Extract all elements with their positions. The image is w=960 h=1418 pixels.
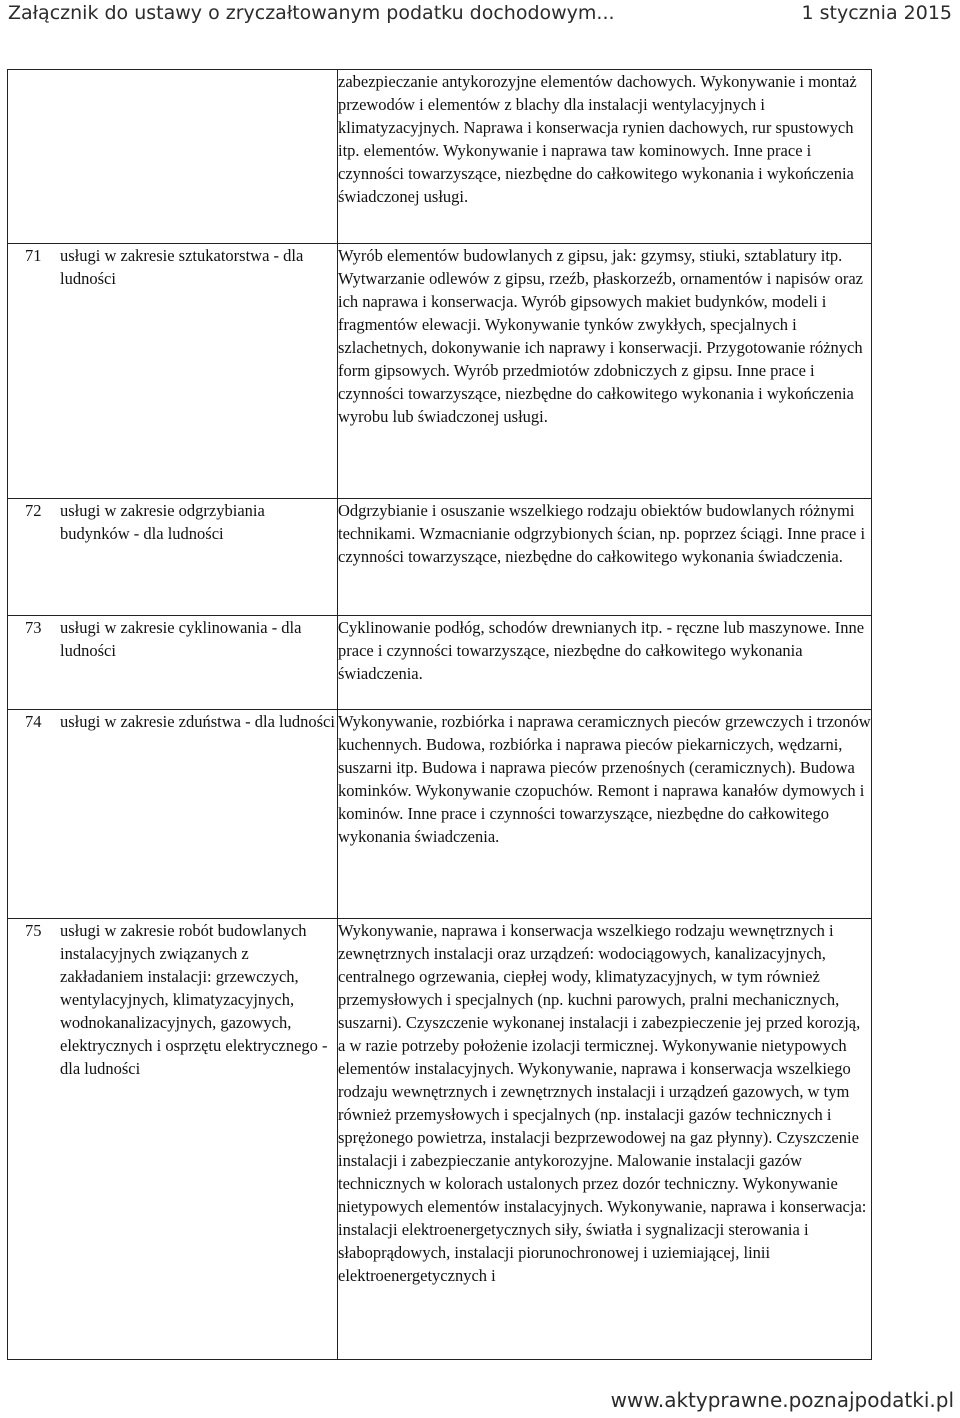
table-row bbox=[8, 499, 872, 616]
service-name: usługi w zakresie zduństwa - dla ludności bbox=[60, 712, 335, 731]
table-row bbox=[8, 70, 872, 244]
table-row bbox=[8, 244, 872, 499]
page-header bbox=[0, 0, 960, 30]
service-cell bbox=[8, 244, 338, 499]
service-cell bbox=[8, 616, 338, 710]
document-date: 1 stycznia 2015 bbox=[801, 2, 952, 24]
service-name: usługi w zakresie robót budowlanych instalacyjnych związanych z zakładaniem instalacji: grzewczych, wentylacyjnych, klimatyzacyjnych, wodnokanalizacyjnych, gazowych, elektrycznych i osprzętu elektrycznego - dla ludności bbox=[60, 921, 328, 1078]
row-number: 71 bbox=[25, 246, 42, 265]
service-cell bbox=[8, 70, 338, 244]
service-name: usługi w zakresie cyklinowania - dla ludności bbox=[60, 618, 302, 660]
row-number: 72 bbox=[25, 501, 42, 520]
table-row bbox=[8, 616, 872, 710]
table-row bbox=[8, 919, 872, 1360]
description-cell: Odgrzybianie i osuszanie wszelkiego rodzaju obiektów budowlanych różnymi technikami. Wzmacnianie odgrzybionych ścian, np. poprzez ściągi. Inne prace i czynności towarzyszące, niezbędne do całkowitego wykonania świadczenia. bbox=[338, 499, 872, 616]
description-cell: Wykonywanie, rozbiórka i naprawa ceramicznych pieców grzewczych i trzonów kuchennych. Budowa, rozbiórka i naprawa pieców piekarniczych, wędzarni, suszarni itp. Budowa i naprawa pieców przenośnych (ceramicznych). Budowa kominków. Wykonywanie czopuchów. Remont i naprawa kanałów dymowych i kominów. Inne prace i czynności towarzyszące, niezbędne do całkowitego wykonania świadczenia. bbox=[338, 710, 872, 919]
table-row bbox=[8, 710, 872, 919]
service-name: usługi w zakresie odgrzybiania budynków - dla ludności bbox=[60, 501, 265, 543]
service-cell bbox=[8, 499, 338, 616]
description-cell: Wyrób elementów budowlanych z gipsu, jak: gzymsy, stiuki, sztablatury itp. Wytwarzanie odlewów z gipsu, rzeźb, płaskorzeźb, ornamentów i napisów oraz ich naprawa i konserwacja. Wyrób gipsowych makiet budynków, modeli i fragmentów elewacji. Wykonywanie tynków zwykłych, specjalnych i szlachetnych, dokonywanie ich naprawy i konserwacji. Przygotowanie różnych form gipsowych. Wyrób przedmiotów zdobniczych z gipsu. Inne prace i czynności towarzyszące, niezbędne do całkowitego wykonania i wykończenia wyrobu lub świadczonej usługi. bbox=[338, 244, 872, 499]
row-number: 74 bbox=[25, 712, 42, 731]
service-cell bbox=[8, 710, 338, 919]
services-table bbox=[7, 69, 872, 1360]
page-footer bbox=[0, 1384, 960, 1418]
document-title: Załącznik do ustawy o zryczałtowanym podatku dochodowym... bbox=[8, 2, 615, 24]
service-name: usługi w zakresie sztukatorstwa - dla ludności bbox=[60, 246, 304, 288]
description-cell: zabezpieczanie antykorozyjne elementów dachowych. Wykonywanie i montaż przewodów i elementów z blachy dla instalacji wentylacyjnych i klimatyzacyjnych. Naprawa i konserwacja rynien dachowych, rur spustowych itp. elementów. Wykonywanie i naprawa taw kominowych. Inne prace i czynności towarzyszące, niezbędne do całkowitego wykonania i wykończenia świadczonej usługi. bbox=[338, 70, 872, 244]
description-cell: Wykonywanie, naprawa i konserwacja wszelkiego rodzaju wewnętrznych i zewnętrznych instalacji oraz urządzeń: wodociągowych, kanalizacyjnych, centralnego ogrzewania, ciepłej wody, klimatyzacyjnych, w tym również przemysłowych i specjalnych (np. kuchni parowych, pralni mechanicznych, suszarni). Czyszczenie wykonanej instalacji i zabezpieczenie jej przed korozją, a w razie potrzeby położenie izolacji termicznej. Wykonywanie nietypowych elementów instalacyjnych. Wykonywanie, naprawa i konserwacja wszelkiego rodzaju wewnętrznych i zewnętrznych instalacji i urządzeń gazowych, w tym również przemysłowych i specjalnych (np. instalacji gazów technicznych i sprężonego powietrza, instalacji bezprzewodowej na gaz płynny). Czyszczenie instalacji i zabezpieczanie antykorozyjne. Malowanie instalacji gazów technicznych w kolorach ustalonych przez dozór techniczny. Wykonywanie nietypowych elementów instalacyjnych. Wykonywanie, naprawa i konserwacja: instalacji elektroenergetycznych siły, światła i sygnalizacji sterowania i słaboprądowych, instalacji piorunochronowej i uziemiającej, linii elektroenergetycznych i bbox=[338, 919, 872, 1360]
row-number: 73 bbox=[25, 618, 42, 637]
row-number: 75 bbox=[25, 921, 42, 940]
description-cell: Cyklinowanie podłóg, schodów drewnianych itp. - ręczne lub maszynowe. Inne prace i czynności towarzyszące, niezbędne do całkowitego wykonania świadczenia. bbox=[338, 616, 872, 710]
source-link[interactable]: www.aktyprawne.poznajpodatki.pl bbox=[610, 1388, 954, 1412]
service-cell bbox=[8, 919, 338, 1360]
